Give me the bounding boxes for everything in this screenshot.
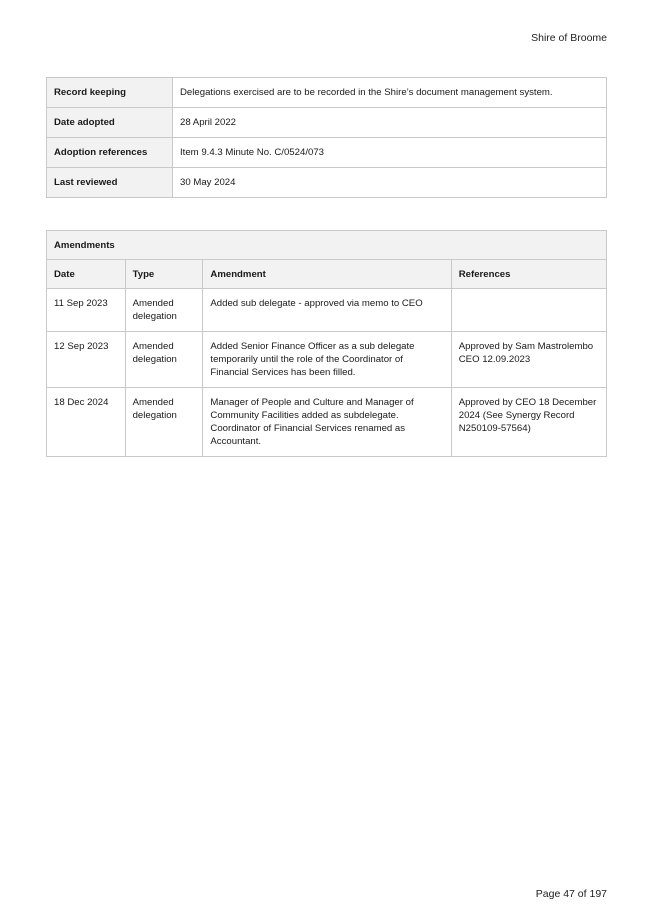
amendment-date: 18 Dec 2024	[47, 388, 126, 457]
column-header-references: References	[451, 260, 606, 289]
last-reviewed-value: 30 May 2024	[173, 168, 607, 198]
adoption-references-label: Adoption references	[47, 138, 173, 168]
date-adopted-label: Date adopted	[47, 108, 173, 138]
amendments-header-row	[47, 260, 607, 289]
table-row	[47, 388, 607, 457]
date-adopted-value: 28 April 2022	[173, 108, 607, 138]
column-header-type: Type	[125, 260, 203, 289]
amendment-date: 11 Sep 2023	[47, 289, 126, 332]
table-row	[47, 78, 607, 108]
amendment-type: Amended delegation	[125, 332, 203, 388]
amendments-table	[46, 230, 607, 457]
record-keeping-label: Record keeping	[47, 78, 173, 108]
table-row	[47, 108, 607, 138]
amendments-title: Amendments	[47, 231, 607, 260]
last-reviewed-label: Last reviewed	[47, 168, 173, 198]
page-number: Page 47 of 197	[535, 888, 607, 900]
table-row	[47, 138, 607, 168]
amendment-type: Amended delegation	[125, 289, 203, 332]
delegation-info-table	[46, 77, 607, 198]
amendment-references: Approved by Sam Mastrolembo CEO 12.09.2023	[451, 332, 606, 388]
amendments-title-row	[47, 231, 607, 260]
column-header-date: Date	[47, 260, 126, 289]
amendment-description: Added Senior Finance Officer as a sub delegate temporarily until the role of the Coordinator of Financial Services has been filled.	[203, 332, 451, 388]
table-row	[47, 332, 607, 388]
record-keeping-value: Delegations exercised are to be recorded in the Shire’s document management system.	[173, 78, 607, 108]
organisation-name: Shire of Broome	[531, 32, 607, 44]
column-header-amendment: Amendment	[203, 260, 451, 289]
table-row	[47, 289, 607, 332]
amendment-date: 12 Sep 2023	[47, 332, 126, 388]
table-row	[47, 168, 607, 198]
amendment-references	[451, 289, 606, 332]
amendment-references: Approved by CEO 18 December 2024 (See Synergy Record N250109-57564)	[451, 388, 606, 457]
adoption-references-value: Item 9.4.3 Minute No. C/0524/073	[173, 138, 607, 168]
amendment-description: Added sub delegate - approved via memo to CEO	[203, 289, 451, 332]
amendment-type: Amended delegation	[125, 388, 203, 457]
amendment-description: Manager of People and Culture and Manager of Community Facilities added as subdelegate. Coordinator of Financial Services renamed as Accountant.	[203, 388, 451, 457]
